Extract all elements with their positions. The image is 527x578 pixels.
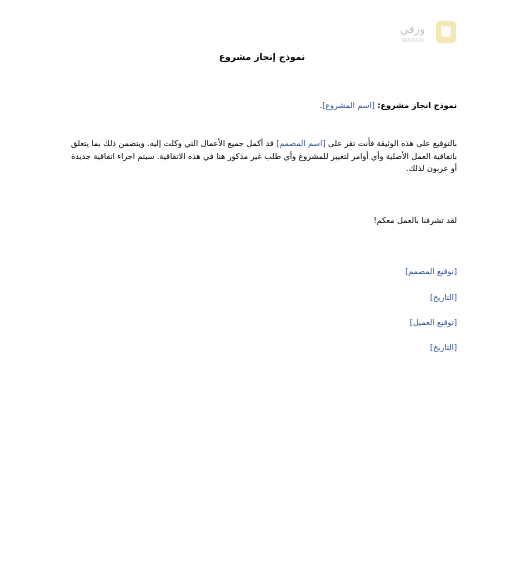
brand-name: ورقي <box>400 23 426 36</box>
body-paragraph <box>67 138 457 176</box>
designer-name-placeholder: [اسم المصمم] <box>276 139 326 148</box>
body-part-1: بالتوقيع على هذه الوثيقة فأنت تقر على <box>328 139 457 148</box>
designer-signature-field: [توقيع المصمم] <box>405 267 457 276</box>
project-name-placeholder: [اسم المشروع] <box>322 101 375 110</box>
client-date-field: [التاريخ] <box>429 343 457 352</box>
closing-line: لقد تشرفنا بالعمل معكم! <box>373 216 457 225</box>
project-line-end: . <box>319 101 323 110</box>
logo-icon <box>436 21 456 43</box>
designer-date-field: [التاريخ] <box>429 293 457 302</box>
project-label: نموذج انجاز مشروع: <box>377 101 457 110</box>
project-line <box>320 101 457 110</box>
brand-logo <box>400 19 458 47</box>
body-part-2: قد أكمل جميع الأعمال التي وكلت إليه. ويتضمن ذلك بما يتعلق باتفاقية العمل الأصلية وأي أوامر لتغيير للمشروع وأي طلب غير مذكور هنا في هذه الاتفاقية. <box>71 139 457 161</box>
document-title: نموذج إنجاز مشروع <box>218 53 305 63</box>
body-part-3: سيتم اجراء اتفاقية جديدة أو عربون لذلك. <box>71 151 457 173</box>
brand-sub: WARAQI <box>402 38 426 44</box>
client-signature-field: [توقيع العميل] <box>409 318 457 327</box>
